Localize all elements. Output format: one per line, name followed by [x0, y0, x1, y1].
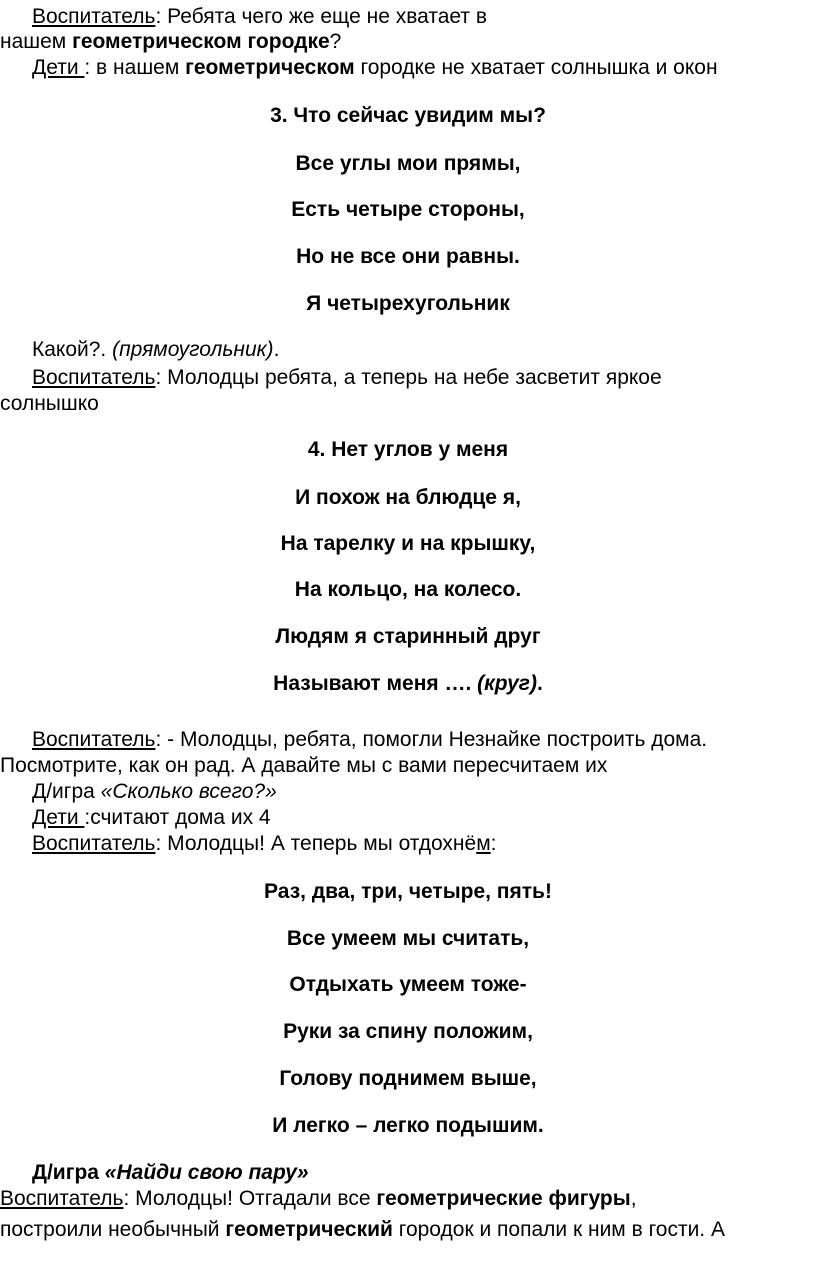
paragraph-10-line-2: построили необычный геометрический городок и попали к ним в гости. А: [0, 1218, 725, 1241]
paragraph-9: Д/игра «Найди свою пару»: [32, 1161, 309, 1184]
riddle-4-line: На тарелку и на крышку,: [280, 532, 536, 555]
paragraph-1-line-2: нашем геометрическом городке?: [0, 30, 342, 53]
paragraph-4-line-1: Воспитатель: Молодцы ребята, а теперь на небе засветит яркое: [32, 366, 662, 389]
paragraph-7: Дети :считают дома их 4: [32, 806, 271, 829]
poem-line: Раз, два, три, четыре, пять!: [264, 880, 552, 903]
paragraph-5-line-2: Посмотрите, как он рад. А давайте мы с вами пересчитаем их: [0, 754, 608, 777]
poem-line: И легко – легко подышим.: [272, 1114, 544, 1137]
riddle-3-line: Но не все они равны.: [296, 245, 520, 268]
poem-line: Отдыхать умеем тоже-: [289, 973, 527, 996]
poem-line: Все умеем мы считать,: [286, 927, 530, 950]
paragraph-6: Д/игра «Сколько всего?»: [32, 780, 277, 803]
poem-line: Руки за спину положим,: [283, 1020, 533, 1043]
paragraph-3: Какой?. (прямоугольник).: [32, 338, 280, 361]
paragraph-8: Воспитатель: Молодцы! А теперь мы отдохнём:: [32, 832, 497, 855]
riddle-4-line: Людям я старинный друг: [275, 625, 541, 648]
paragraph-4-line-2: солнышко: [0, 392, 99, 415]
riddle-3-line: 3. Что сейчас увидим мы?: [270, 104, 546, 127]
riddle-4-answer-line: Называют меня …. (круг).: [273, 672, 543, 695]
riddle-4-line: И похож на блюдце я,: [295, 486, 521, 509]
riddle-4-line: На кольцо, на колесо.: [294, 578, 522, 601]
riddle-3-line: Есть четыре стороны,: [291, 198, 525, 221]
riddle-4-line: 4. Нет углов у меня: [307, 438, 509, 461]
poem-line: Голову поднимем выше,: [279, 1067, 537, 1090]
riddle-3-line: Все углы мои прямы,: [295, 152, 521, 175]
riddle-3-line: Я четырехугольник: [306, 292, 510, 315]
paragraph-2: Дети : в нашем геометрическом городке не хватает солнышка и окон: [32, 56, 718, 79]
paragraph-1-line-1: Воспитатель: Ребята чего же еще не хватает в: [32, 5, 488, 28]
paragraph-5-line-1: Воспитатель: - Молодцы, ребята, помогли Незнайке построить дома.: [32, 728, 708, 751]
paragraph-10-line-1: Воспитатель: Молодцы! Отгадали все геометрические фигуры,: [0, 1187, 637, 1210]
